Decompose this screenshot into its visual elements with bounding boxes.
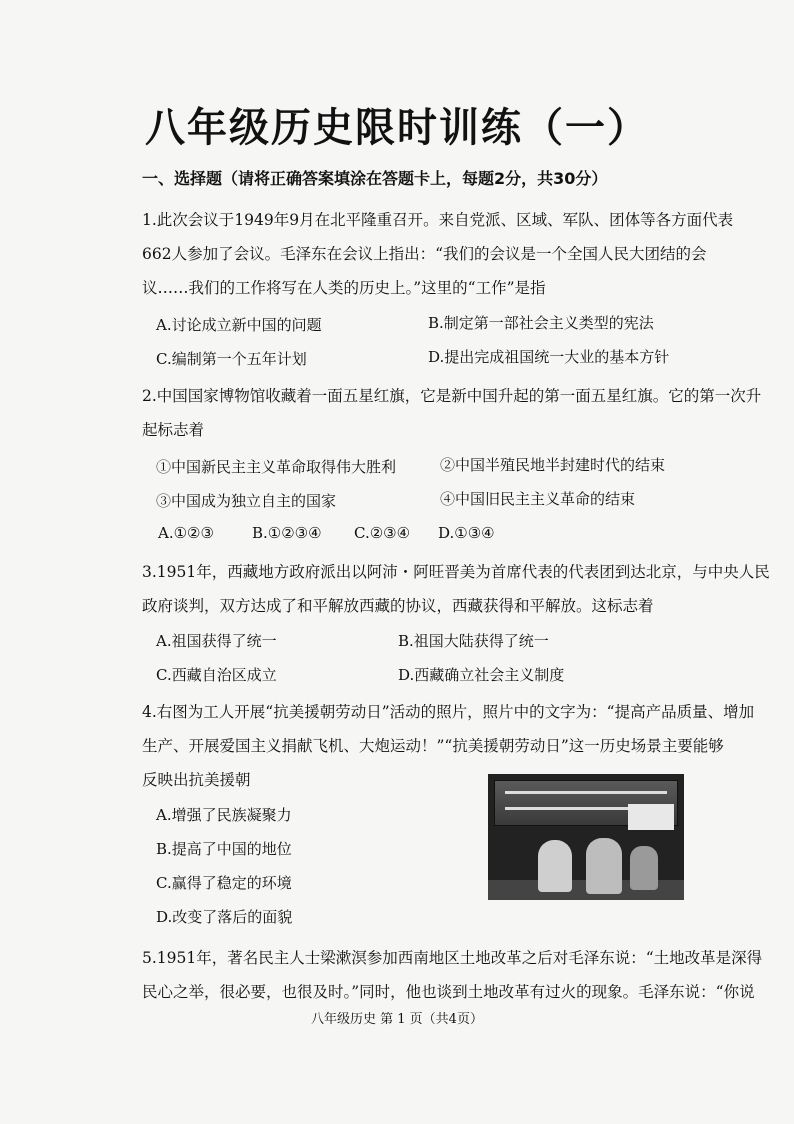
question-2-statement-1: ①中国新民主主义革命取得伟大胜利 xyxy=(156,458,397,476)
question-2-line-2: 起标志着 xyxy=(142,421,205,439)
question-2-line-1: 2.中国国家博物馆收藏着一面五星红旗，它是新中国升起的第一面五星红旗。它的第一次升 xyxy=(142,387,762,405)
page-footer: 八年级历史 第 1 页（共4页） xyxy=(311,1012,483,1027)
labor-day-photo xyxy=(488,774,684,900)
question-1-line-3: 议……我们的工作将写在人类的历史上。”这里的“工作”是指 xyxy=(142,279,546,297)
photo-sign xyxy=(628,804,674,830)
question-4-line-2: 生产、开展爱国主义捐献飞机、大炮运动！”“抗美援朝劳动日”这一历史场景主要能够 xyxy=(142,737,724,755)
question-1-line-2: 662人参加了会议。毛泽东在会议上指出：“我们的会议是一个全国人民大团结的会 xyxy=(142,245,707,263)
question-2-option-d[interactable]: D.①③④ xyxy=(438,524,495,542)
question-4-option-a[interactable]: A.增强了民族凝聚力 xyxy=(156,806,292,824)
question-3-line-1: 3.1951年，西藏地方政府派出以阿沛・阿旺晋美为首席代表的代表团到达北京，与中央人民 xyxy=(142,563,770,581)
question-1-option-c[interactable]: C.编制第一个五年计划 xyxy=(156,350,307,368)
photo-banner-stripe xyxy=(505,791,667,794)
question-4-line-3: 反映出抗美援朝 xyxy=(142,771,251,789)
question-5-line-2: 民心之举，很必要，也很及时。”同时，他也谈到土地改革有过火的现象。毛泽东说：“你说 xyxy=(142,983,755,1001)
question-4-option-c[interactable]: C.赢得了稳定的环境 xyxy=(156,874,292,892)
page-title: 八年级历史限时训练（一） xyxy=(145,105,649,151)
question-2-statement-2: ②中国半殖民地半封建时代的结束 xyxy=(440,456,666,474)
question-5-line-1: 5.1951年，著名民主人士梁漱溟参加西南地区土地改革之后对毛泽东说：“土地改革是深得 xyxy=(142,949,763,967)
section-heading: 一、选择题（请将正确答案填涂在答题卡上，每题2分，共30分） xyxy=(142,169,608,188)
question-2-statement-3: ③中国成为独立自主的国家 xyxy=(156,492,337,510)
question-1-option-b[interactable]: B.制定第一部社会主义类型的宪法 xyxy=(428,314,654,332)
question-2-option-b[interactable]: B.①②③④ xyxy=(252,524,322,542)
question-4-option-d[interactable]: D.改变了落后的面貌 xyxy=(156,908,293,926)
question-1-line-1: 1.此次会议于1949年9月在北平隆重召开。来自党派、区域、军队、团体等各方面代表 xyxy=(142,211,734,229)
question-1-option-d[interactable]: D.提出完成祖国统一大业的基本方针 xyxy=(428,348,670,366)
photo-worker-figure xyxy=(630,846,658,890)
photo-worker-figure xyxy=(586,838,622,894)
question-3-option-c[interactable]: C.西藏自治区成立 xyxy=(156,666,277,684)
question-1-option-a[interactable]: A.讨论成立新中国的问题 xyxy=(156,316,322,334)
photo-worker-figure xyxy=(538,840,572,892)
question-3-option-d[interactable]: D.西藏确立社会主义制度 xyxy=(398,666,565,684)
question-4-option-b[interactable]: B.提高了中国的地位 xyxy=(156,840,292,858)
question-2-option-a[interactable]: A.①②③ xyxy=(158,524,214,542)
question-3-option-a[interactable]: A.祖国获得了统一 xyxy=(156,632,277,650)
question-2-statement-4: ④中国旧民主主义革命的结束 xyxy=(440,490,636,508)
question-4-line-1: 4.右图为工人开展“抗美援朝劳动日”活动的照片，照片中的文字为：“提高产品质量、增加 xyxy=(142,703,755,721)
question-3-line-2: 政府谈判，双方达成了和平解放西藏的协议，西藏获得和平解放。这标志着 xyxy=(142,597,654,615)
question-2-option-c[interactable]: C.②③④ xyxy=(354,524,411,542)
question-3-option-b[interactable]: B.祖国大陆获得了统一 xyxy=(398,632,549,650)
